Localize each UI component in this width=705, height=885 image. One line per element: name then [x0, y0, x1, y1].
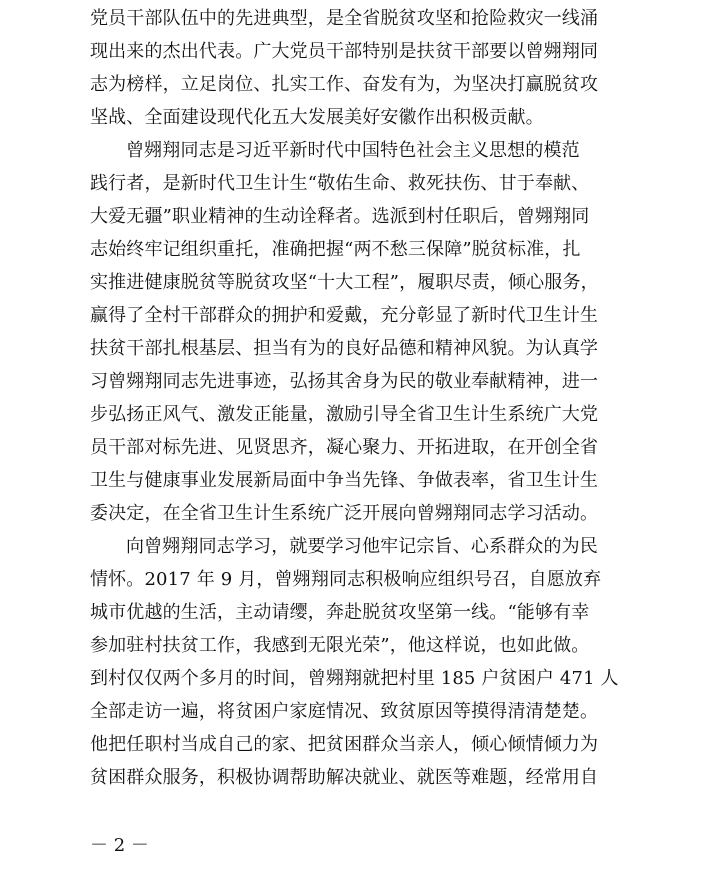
text-line: 扶贫干部扎根基层、担当有为的良好品德和精神风貌。为认真学	[90, 338, 599, 359]
text-line: 委决定，在全省卫生计生系统广泛开展向曾翙翔同志学习活动。	[90, 503, 599, 524]
paragraph-start-line: 向曾翙翔同志学习，就要学习他牢记宗旨、心系群众的为民	[126, 536, 598, 557]
body-text	[90, 2, 625, 794]
text-line: 大爱无疆”职业精神的生动诠释者。选派到村任职后，曾翙翔同	[90, 206, 590, 227]
text-line: 现出来的杰出代表。广大党员干部特别是扶贫干部要以曾翙翔同	[90, 41, 599, 62]
text-line: 志为榜样，立足岗位、扎实工作、奋发有为，为坚决打赢脱贫攻	[90, 74, 599, 95]
text-line: 全部走访一遍，将贫困户家庭情况、致贫原因等摸得清清楚楚。	[90, 701, 599, 722]
text-line: 贫困群众服务，积极协调帮助解决就业、就医等难题，经常用自	[90, 767, 599, 788]
text-line: 城市优越的生活，主动请缨，奔赴脱贫攻坚第一线。“能够有幸	[90, 602, 590, 623]
text-line: 志始终牢记组织重托，准确把握“两不愁三保障”脱贫标准，扎	[90, 239, 581, 260]
text-line: 践行者，是新时代卫生计生“敬佑生命、救死扶伤、甘于奉献、	[90, 173, 590, 194]
text-line: 员干部对标先进、见贤思齐，凝心聚力、开拓进取，在开创全省	[90, 437, 599, 458]
text-line: 他把任职村当成自己的家、把贫困群众当亲人，倾心倾情倾力为	[90, 734, 599, 755]
text-line: 参加驻村扶贫工作，我感到无限光荣”，他这样说，也如此做。	[90, 635, 590, 656]
text-line: 党员干部队伍中的先进典型，是全省脱贫攻坚和抢险救灾一线涌	[90, 8, 599, 29]
text-line: 步弘扬正风气、激发正能量，激励引导全省卫生计生系统广大党	[90, 404, 599, 425]
text-line: 赢得了全村干部群众的拥护和爱戴，充分彰显了新时代卫生计生	[90, 305, 599, 326]
paragraph-start-line: 曾翙翔同志是习近平新时代中国特色社会主义思想的模范	[126, 140, 580, 161]
text-line: 坚战、全面建设现代化五大发展美好安徽作出积极贡献。	[90, 107, 544, 128]
text-line: 习曾翙翔同志先进事迹，弘扬其舍身为民的敬业奉献精神，进一	[90, 371, 599, 392]
text-line: 情怀。2017 年 9 月，曾翙翔同志积极响应组织号召，自愿放弃	[90, 569, 602, 590]
text-line: 实推进健康脱贫等脱贫攻坚“十大工程”，履职尽责，倾心服务，	[90, 272, 599, 293]
text-line: 到村仅仅两个多月的时间，曾翙翔就把村里 185 户贫困户 471 人	[90, 668, 619, 689]
page-number: － 2 －	[90, 835, 149, 856]
text-line: 卫生与健康事业发展新局面中争当先锋、争做表率，省卫生计生	[90, 470, 599, 491]
